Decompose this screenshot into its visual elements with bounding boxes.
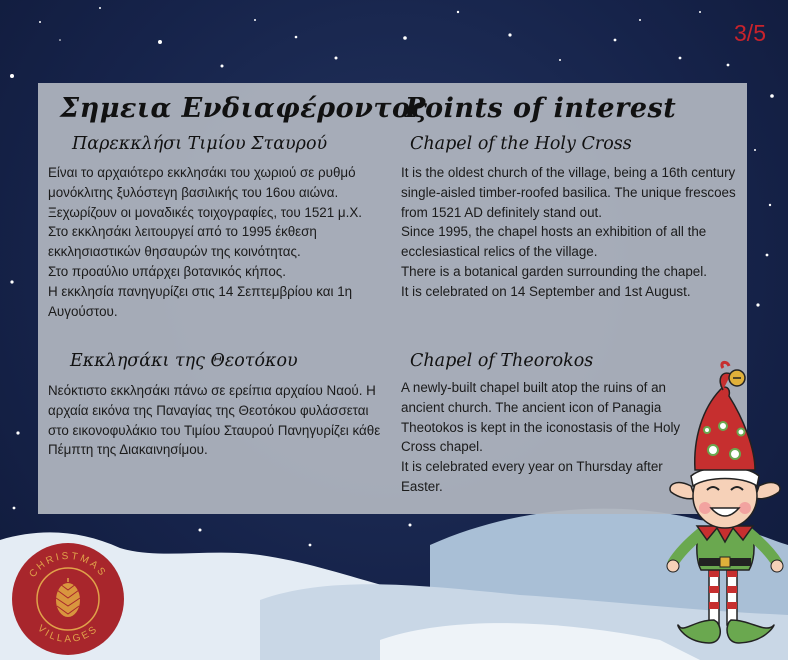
christmas-villages-logo bbox=[11, 542, 125, 656]
greek-section1-paragraph: Στο προαύλιο υπάρχει βοτανικός κήπος. bbox=[48, 263, 286, 279]
english-section1-paragraph: It is the oldest church of the village, being a 16th century single-aisled timber-roofed basilica. The unique frescoes from 1521 AD definitely stand out. bbox=[401, 165, 736, 220]
english-section1-title: Chapel of the Holy Cross bbox=[410, 134, 632, 154]
english-section1-paragraph: It is celebrated on 14 September and 1st August. bbox=[401, 283, 691, 299]
greek-section1-title: Παρεκκλήσι Τιμίου Σταυρού bbox=[72, 134, 328, 154]
greek-section1-text bbox=[48, 163, 386, 321]
greek-section1-paragraph: Στο εκκλησάκι λειτουργεί από το 1995 έκθεση εκκλησιαστικών θησαυρών της κοινότητας. bbox=[48, 224, 317, 260]
english-section2-paragraph: It is celebrated every year on Thursday after Easter. bbox=[401, 459, 663, 494]
greek-section1-paragraph: Η εκκλησία πανηγυρίζει στις 14 Σεπτεμβρίου και 1η Αυγούστου. bbox=[48, 283, 353, 319]
english-section1-paragraph: Since 1995, the chapel hosts an exhibition of all the ecclesiastical relics of the village. bbox=[401, 224, 707, 260]
logo-top-text: CHRISTMAS bbox=[27, 550, 109, 580]
greek-section1-paragraph: Είναι το αρχαιότερο εκκλησάκι του χωριού σε ρυθμό μονόκλιτης ξυλόστεγη βασιλικής του 16ου αιώνα. Ξεχωρίζουν οι μοναδικές τοιχογραφίες, του 1521 μ.Χ. bbox=[48, 165, 362, 220]
page-indicator: 3/5 bbox=[734, 20, 766, 46]
greek-section2-text bbox=[48, 381, 386, 460]
english-section1-paragraph: There is a botanical garden surrounding the chapel. bbox=[401, 263, 707, 279]
english-heading: Points of interest bbox=[405, 93, 677, 124]
greek-heading: Σημεια Ενδιαφέροντος bbox=[60, 93, 428, 124]
greek-section2-paragraph: Νεόκτιστο εκκλησάκι πάνω σε ερείπια αρχαίου Ναού. Η αρχαία εικόνα της Παναγίας της Θεοτόκου φυλάσσεται στο εικονοφυλάκιο του Τιμίου Σταυρού Πανηγυρίζει κάθε Πέμπτη της Διακαινησίμου. bbox=[48, 383, 381, 458]
info-panel bbox=[38, 83, 747, 514]
greek-section2-title: Εκκλησάκι της Θεοτόκου bbox=[70, 351, 298, 371]
english-section1-text bbox=[401, 163, 737, 302]
english-section2-paragraph: A newly-built chapel built atop the ruins of an ancient church. The ancient icon of Panagia Theotokos is kept in the iconostasis of the Holy Cross chapel. bbox=[401, 380, 681, 455]
english-section2-text bbox=[401, 378, 683, 497]
elf-icon bbox=[665, 358, 788, 660]
english-section2-title: Chapel of Theorokos bbox=[410, 351, 594, 371]
logo-bottom-text: VILLAGES bbox=[35, 623, 101, 646]
